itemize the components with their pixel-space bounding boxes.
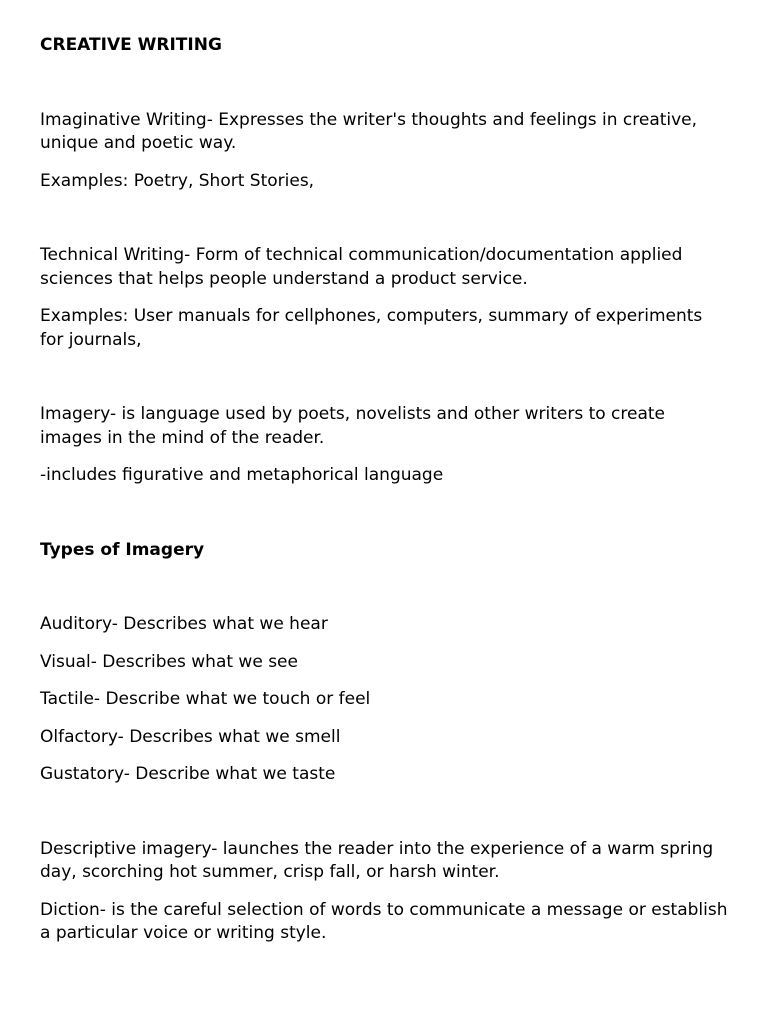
- document-title: CREATIVE WRITING: [40, 35, 222, 55]
- imagery-type-olfactory: Olfactory- Describes what we smell: [40, 726, 341, 747]
- technical-writing-definition: Technical Writing- Form of technical communication/documentation applied sciences that helps people understand a product service.: [40, 245, 683, 289]
- imagery-note: -includes figurative and metaphorical language: [40, 465, 444, 485]
- types-of-imagery-heading: Types of Imagery: [40, 539, 205, 560]
- technical-writing-examples: Examples: User manuals for cellphones, computers, summary of experiments for journals,: [40, 306, 703, 350]
- imagery-type-gustatory: Gustatory- Describe what we taste: [40, 764, 336, 784]
- imagery-type-tactile: Tactile- Describe what we touch or feel: [40, 689, 371, 709]
- diction-definition: Diction- is the careful selection of words to communicate a message or establish a particular voice or writing style.: [40, 899, 728, 943]
- descriptive-imagery-definition: Descriptive imagery- launches the reader into the experience of a warm spring day, scorching hot summer, crisp fall, or harsh winter.: [40, 838, 714, 882]
- imagery-type-visual: Visual- Describes what we see: [40, 651, 298, 672]
- imagery-type-auditory: Auditory- Describes what we hear: [40, 614, 328, 634]
- imaginative-writing-examples: Examples: Poetry, Short Stories,: [40, 170, 315, 191]
- imagery-definition: Imagery- is language used by poets, novelists and other writers to create images in the mind of the reader.: [40, 404, 666, 448]
- imaginative-writing-definition: Imaginative Writing- Expresses the writer's thoughts and feelings in creative, unique and poetic way.: [40, 109, 698, 153]
